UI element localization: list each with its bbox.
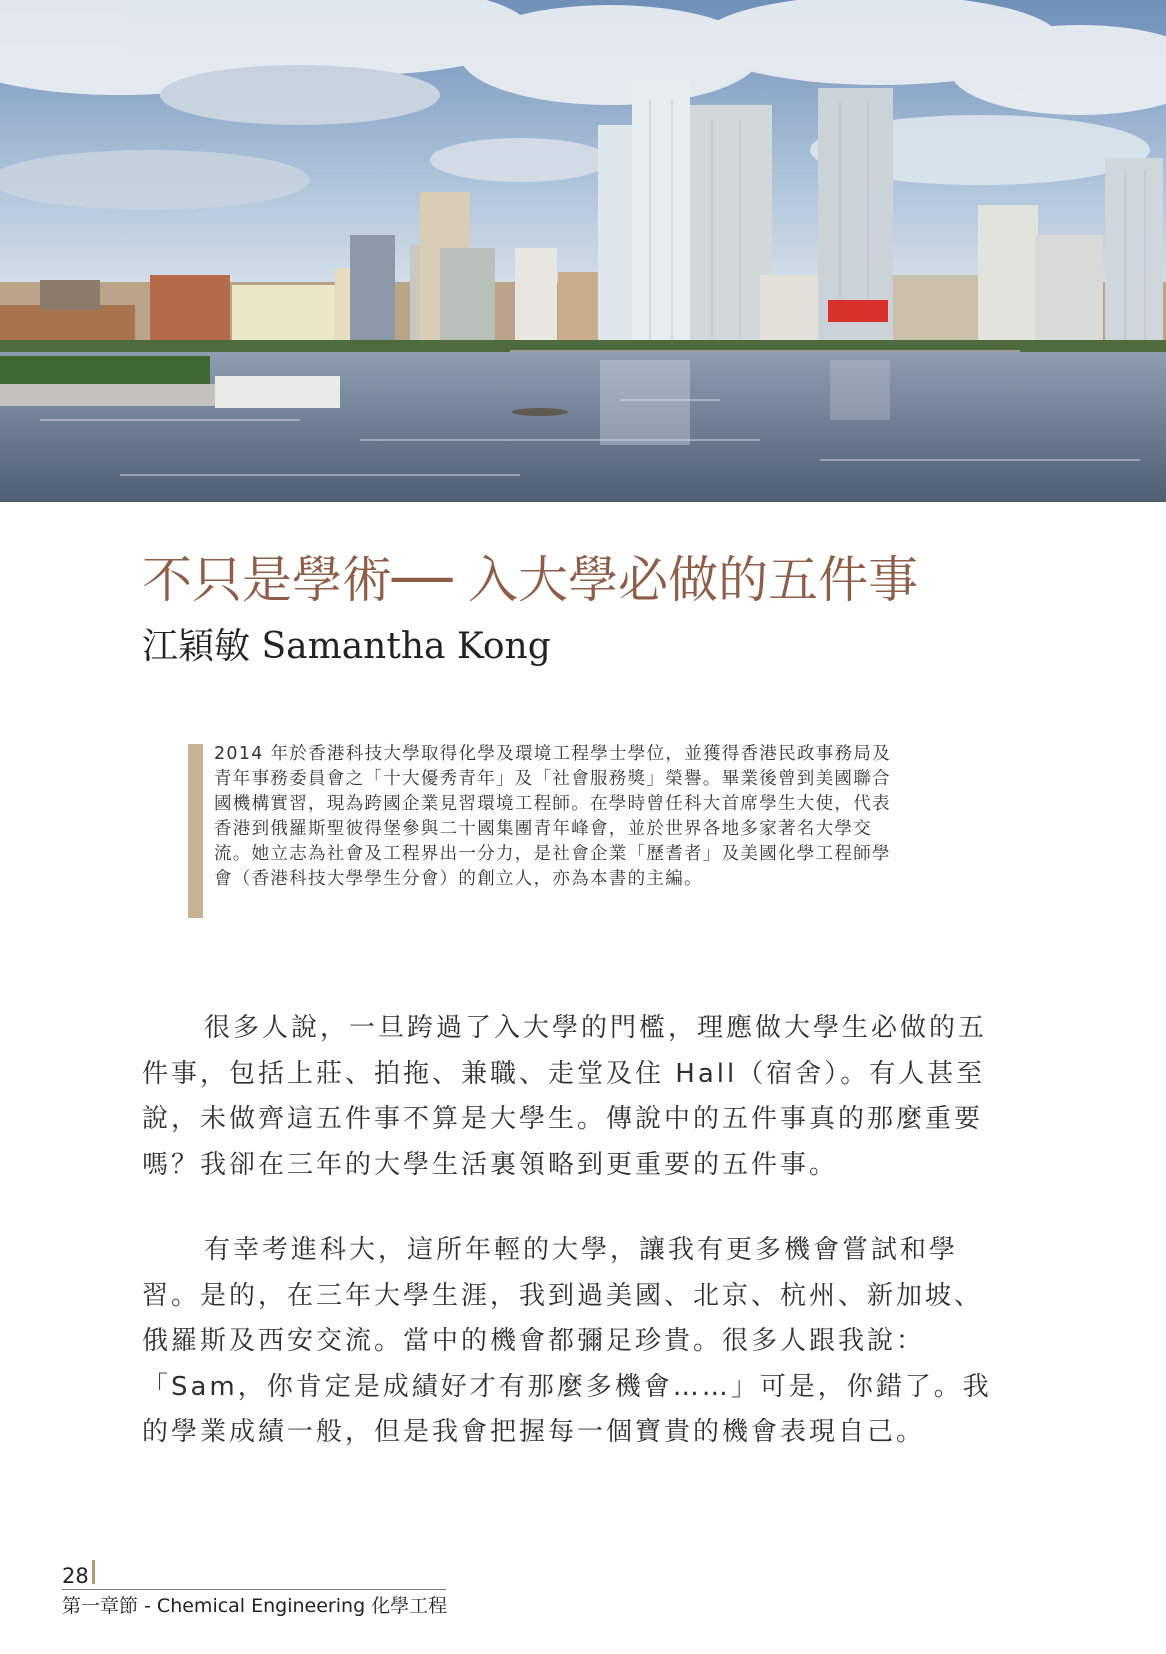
footer-accent-tick	[92, 1560, 95, 1584]
body-paragraph-1: 很多人說，一旦跨過了入大學的門檻，理應做大學生必做的五件事，包括上莊、拍拖、兼職、走堂及住 Hall（宿舍）。有人甚至說，未做齊這五件事不算是大學生。傳說中的五件事真的那麼重要嗎？我卻在三年的大學生活裏領略到更重要的五件事。	[142, 1013, 988, 1180]
author-bio: 2014 年於香港科技大學取得化學及環境工程學士學位，並獲得香港民政事務局及青年事務委員會之「十大優秀青年」及「社會服務獎」榮譽。畢業後曾到美國聯合國機構實習，現為跨國企業見習環境工程師。在學時曾任科大首席學生大使，代表香港到俄羅斯聖彼得堡參與二十國集團青年峰會，並於世界各地多家著名大學交流。她立志為社會及工程界出一分力，是社會企業「歷耆者」及美國化學工程師學會（香港科技大學學生分會）的創立人，亦為本書的主編。	[214, 744, 891, 889]
footer-divider	[62, 1589, 446, 1590]
page-number: 28	[62, 1564, 89, 1588]
chapter-caption: 第一章節 - Chemical Engineering 化學工程	[62, 1595, 448, 1617]
city-waterfront-skyline-image	[0, 0, 1166, 502]
article-title: 不只是學術── 入大學必做的五件事	[142, 551, 919, 609]
hero-photo	[0, 0, 1166, 502]
body-paragraph-2: 有幸考進科大，這所年輕的大學，讓我有更多機會嘗試和學習。是的，在三年大學生涯，我到過美國、北京、杭州、新加坡、俄羅斯及西安交流。當中的機會都彌足珍貴。很多人跟我說：「Sam，你肯定是成績好才有那麼多機會……」可是，你錯了。我的學業成績一般，但是我會把握每一個寶貴的機會表現自己。	[142, 1235, 992, 1447]
bio-accent-bar	[188, 744, 203, 918]
author-name: 江穎敏 Samantha Kong	[142, 626, 551, 667]
